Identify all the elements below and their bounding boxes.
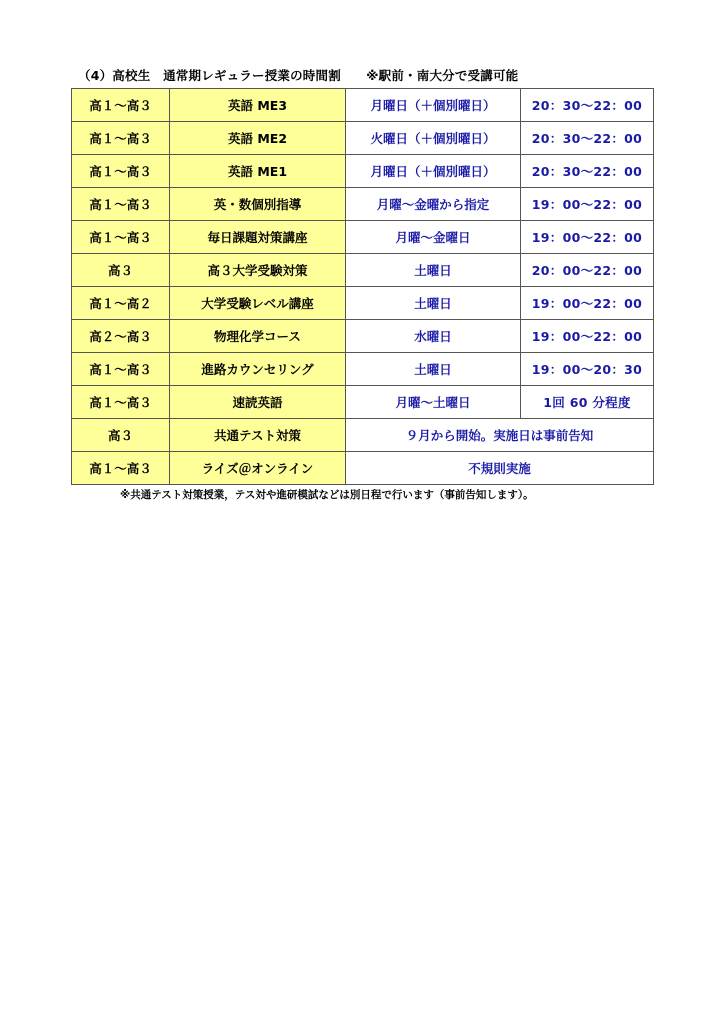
table-row bbox=[72, 320, 654, 353]
table-row bbox=[72, 452, 654, 485]
course-cell: 英・数個別指導 bbox=[170, 188, 346, 221]
day-cell: 土曜日 bbox=[346, 287, 521, 320]
timetable bbox=[71, 88, 654, 485]
time-cell: 20：30～22：00 bbox=[521, 89, 654, 122]
time-cell: 19：00～20：30 bbox=[521, 353, 654, 386]
time-cell: 20：00～22：00 bbox=[521, 254, 654, 287]
footnote: ※共通テスト対策授業，テス対や進研模試などは別日程で行います（事前告知します）。 bbox=[120, 489, 534, 501]
grade-cell: 高１～高３ bbox=[72, 155, 170, 188]
table-row bbox=[72, 386, 654, 419]
grade-cell: 高１～高３ bbox=[72, 122, 170, 155]
schedule-merged-cell: 不規則実施 bbox=[346, 452, 654, 485]
table-row bbox=[72, 155, 654, 188]
day-cell: 火曜日（＋個別曜日） bbox=[346, 122, 521, 155]
course-cell: 英語 ME2 bbox=[170, 122, 346, 155]
day-cell: 土曜日 bbox=[346, 254, 521, 287]
table-row bbox=[72, 353, 654, 386]
course-cell: 物理化学コース bbox=[170, 320, 346, 353]
table-row bbox=[72, 221, 654, 254]
time-cell: 19：00～22：00 bbox=[521, 320, 654, 353]
grade-cell: 高１～高３ bbox=[72, 89, 170, 122]
day-cell: 水曜日 bbox=[346, 320, 521, 353]
table-row bbox=[72, 188, 654, 221]
table-row bbox=[72, 254, 654, 287]
course-cell: ライズ＠オンライン bbox=[170, 452, 346, 485]
grade-cell: 高１～高３ bbox=[72, 353, 170, 386]
time-cell: 19：00～22：00 bbox=[521, 221, 654, 254]
day-cell: 月曜日（＋個別曜日） bbox=[346, 155, 521, 188]
course-cell: 毎日課題対策講座 bbox=[170, 221, 346, 254]
grade-cell: 高１～高３ bbox=[72, 221, 170, 254]
course-cell: 高３大学受験対策 bbox=[170, 254, 346, 287]
day-cell: 月曜～金曜から指定 bbox=[346, 188, 521, 221]
grade-cell: 高１～高２ bbox=[72, 287, 170, 320]
grade-cell: 高１～高３ bbox=[72, 386, 170, 419]
course-cell: 大学受験レベル講座 bbox=[170, 287, 346, 320]
section-heading: （4）高校生 通常期レギュラー授業の時間割 ※駅前・南大分で受講可能 bbox=[78, 68, 519, 83]
table-row bbox=[72, 419, 654, 452]
table-row bbox=[72, 89, 654, 122]
grade-cell: 高３ bbox=[72, 254, 170, 287]
time-cell: 20：30～22：00 bbox=[521, 155, 654, 188]
table-row bbox=[72, 122, 654, 155]
course-cell: 速読英語 bbox=[170, 386, 346, 419]
day-cell: 月曜～金曜日 bbox=[346, 221, 521, 254]
time-cell: 19：00～22：00 bbox=[521, 287, 654, 320]
grade-cell: 高３ bbox=[72, 419, 170, 452]
grade-cell: 高１～高３ bbox=[72, 188, 170, 221]
time-cell: 1回 60 分程度 bbox=[521, 386, 654, 419]
schedule-merged-cell: ９月から開始。実施日は事前告知 bbox=[346, 419, 654, 452]
day-cell: 月曜日（＋個別曜日） bbox=[346, 89, 521, 122]
course-cell: 共通テスト対策 bbox=[170, 419, 346, 452]
course-cell: 進路カウンセリング bbox=[170, 353, 346, 386]
time-cell: 19：00～22：00 bbox=[521, 188, 654, 221]
grade-cell: 高１～高３ bbox=[72, 452, 170, 485]
day-cell: 土曜日 bbox=[346, 353, 521, 386]
day-cell: 月曜～土曜日 bbox=[346, 386, 521, 419]
time-cell: 20：30～22：00 bbox=[521, 122, 654, 155]
course-cell: 英語 ME1 bbox=[170, 155, 346, 188]
table-row bbox=[72, 287, 654, 320]
grade-cell: 高２～高３ bbox=[72, 320, 170, 353]
course-cell: 英語 ME3 bbox=[170, 89, 346, 122]
